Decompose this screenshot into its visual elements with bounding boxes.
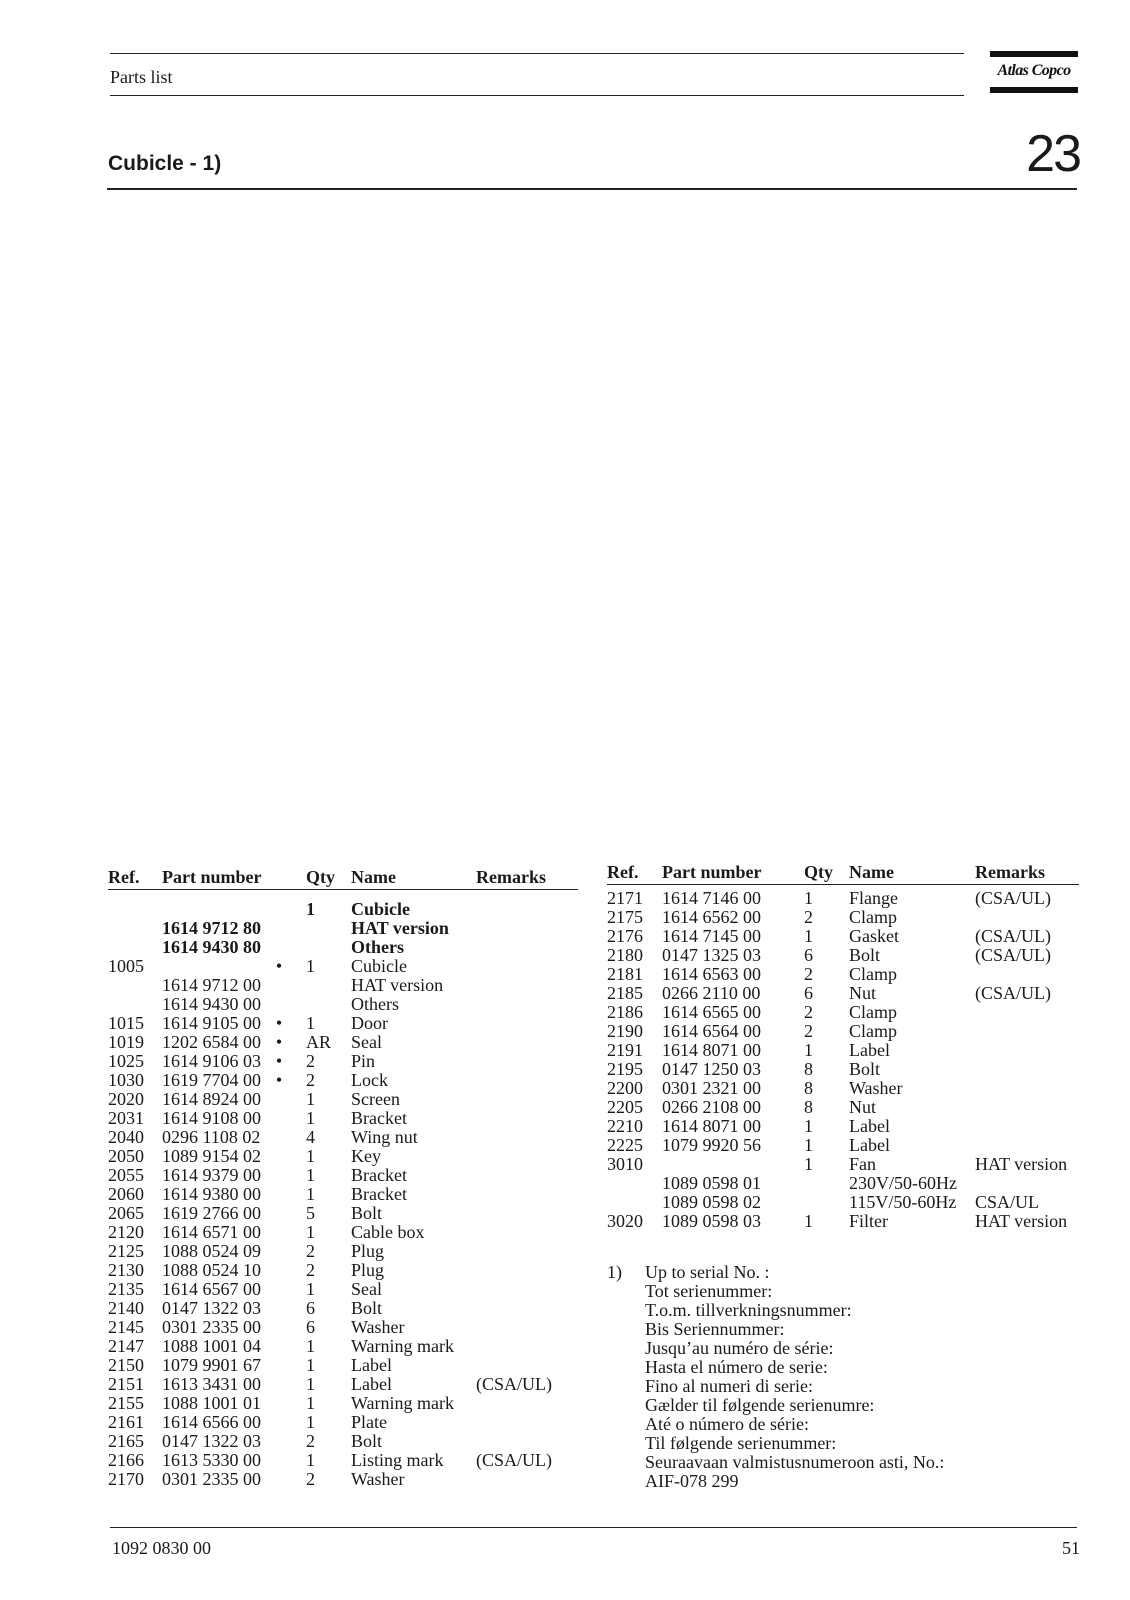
- table-row: [607, 1079, 1079, 1098]
- col-header-remarks: Remarks: [476, 867, 546, 887]
- cell-part-number: 1614 9380 00: [162, 1184, 261, 1204]
- table-row: [607, 946, 1079, 965]
- table-row: [607, 1174, 1079, 1193]
- cell-part-number: 1202 6584 00: [162, 1032, 261, 1052]
- cell-part-number: 1614 9108 00: [162, 1108, 261, 1128]
- cell-name: Filter: [849, 1211, 888, 1231]
- table-row: [108, 1033, 578, 1052]
- footnote-mark: 1): [607, 1262, 622, 1282]
- cell-name: Cable box: [351, 1222, 425, 1242]
- cell-name: HAT version: [351, 975, 444, 995]
- cell-qty: 8: [804, 1059, 813, 1079]
- cell-name: Bolt: [351, 1431, 383, 1451]
- cell-ref: 2125: [108, 1241, 144, 1261]
- table-header: [108, 868, 578, 890]
- footnote-line: Bis Seriennummer:: [645, 1319, 785, 1339]
- table-row: [108, 957, 578, 976]
- cell-name: Bolt: [351, 1298, 383, 1318]
- col-header-remarks: Remarks: [975, 862, 1045, 882]
- table-row: [607, 1060, 1079, 1079]
- cell-part-number: 1089 9154 02: [162, 1146, 261, 1166]
- cell-name: Bolt: [849, 945, 881, 965]
- cell-part-number: 1614 6565 00: [662, 1002, 761, 1022]
- table-row: [108, 1223, 578, 1242]
- cell-ref: 2195: [607, 1059, 643, 1079]
- cell-name: Warning mark: [351, 1336, 455, 1356]
- cell-name: Key: [351, 1146, 381, 1166]
- table-row: [607, 1155, 1079, 1174]
- cell-name: Nut: [849, 983, 876, 1003]
- cell-name: Plate: [351, 1412, 387, 1432]
- cell-ref: 2055: [108, 1165, 144, 1185]
- footer-page-number: 51: [1062, 1538, 1080, 1558]
- cell-name: Clamp: [849, 1021, 897, 1041]
- table-row: [108, 1109, 578, 1128]
- cell-qty: 5: [306, 1203, 315, 1223]
- cell-ref: 2170: [108, 1469, 144, 1489]
- table-row: [108, 1071, 578, 1090]
- table-row: [607, 965, 1079, 984]
- cell-part-number: 1614 6567 00: [162, 1279, 261, 1299]
- table-row: [108, 1128, 578, 1147]
- cell-qty: 6: [306, 1317, 315, 1337]
- cell-part-number: 1613 5330 00: [162, 1450, 261, 1470]
- cell-qty: 1: [804, 1211, 813, 1231]
- footer-doc-number: 1092 0830 00: [112, 1538, 211, 1558]
- cell-name: Label: [849, 1116, 890, 1136]
- cell-ref: 2065: [108, 1203, 144, 1223]
- cell-qty: 1: [306, 1336, 315, 1356]
- cell-remarks: (CSA/UL): [975, 888, 1051, 908]
- cell-name: 115V/50-60Hz: [849, 1192, 957, 1212]
- cell-part-number: 0147 1322 03: [162, 1298, 261, 1318]
- cell-name: Screen: [351, 1089, 400, 1109]
- cell-name: Wing nut: [351, 1127, 418, 1147]
- cell-name: Bracket: [351, 1165, 407, 1185]
- cell-part-number: 1614 8071 00: [662, 1040, 761, 1060]
- cell-ref: 2200: [607, 1078, 643, 1098]
- cell-part-number: 1614 9712 00: [162, 975, 261, 995]
- table-row: [108, 1318, 578, 1337]
- cell-qty: 8: [804, 1097, 813, 1117]
- header-bottom-rule: [110, 95, 964, 96]
- cell-part-number: 1614 9379 00: [162, 1165, 261, 1185]
- cell-ref: 2225: [607, 1135, 643, 1155]
- table-row: [607, 1136, 1079, 1155]
- brand-logo: [990, 51, 1078, 93]
- cell-part-number: 1614 8071 00: [662, 1116, 761, 1136]
- cell-part-number: 1619 2766 00: [162, 1203, 261, 1223]
- cell-part-number: 1614 7145 00: [662, 926, 761, 946]
- col-header-ref: Ref.: [108, 867, 140, 887]
- cell-part-number: 1614 7146 00: [662, 888, 761, 908]
- cell-name: Bracket: [351, 1108, 407, 1128]
- cell-name: Plug: [351, 1241, 385, 1261]
- cell-qty: 2: [306, 1051, 315, 1071]
- cell-qty: 2: [306, 1070, 315, 1090]
- cell-part-number: 1614 6562 00: [662, 907, 761, 927]
- cell-qty: 1: [306, 1450, 315, 1470]
- cell-qty: 1: [804, 1040, 813, 1060]
- cell-ref: 2181: [607, 964, 643, 984]
- cell-qty: 1: [306, 1222, 315, 1242]
- cell-name: Cubicle: [351, 899, 411, 919]
- parts-table-left: [108, 867, 578, 1489]
- logo-wordmark: Atlas Copco: [997, 62, 1071, 79]
- cell-name: Seal: [351, 1032, 382, 1052]
- cell-name: Others: [351, 994, 399, 1014]
- table-row: [108, 1261, 578, 1280]
- cell-spare-marker: •: [275, 956, 283, 976]
- table-row: [108, 1470, 578, 1489]
- cell-ref: 1025: [108, 1051, 144, 1071]
- cell-qty: 1: [306, 1146, 315, 1166]
- footnote-line: Fino al numeri di serie:: [645, 1376, 813, 1396]
- cell-qty: 4: [306, 1127, 315, 1147]
- cell-qty: 1: [306, 1374, 315, 1394]
- cell-qty: 1: [804, 1154, 813, 1174]
- table-body: [607, 889, 1079, 1231]
- cell-qty: 1: [306, 956, 315, 976]
- table-row: [607, 889, 1079, 908]
- cell-spare-marker: •: [275, 1013, 283, 1033]
- table-row: [108, 976, 578, 995]
- table-row: [607, 984, 1079, 1003]
- cell-ref: 2175: [607, 907, 643, 927]
- cell-part-number: 1088 0524 09: [162, 1241, 261, 1261]
- table-row: [108, 1280, 578, 1299]
- col-header-name: Name: [351, 867, 396, 887]
- table-row: [108, 919, 578, 938]
- cell-ref: 2135: [108, 1279, 144, 1299]
- cell-ref: 1015: [108, 1013, 144, 1033]
- cell-name: HAT version: [351, 918, 449, 938]
- cell-spare-marker: •: [275, 1032, 283, 1052]
- header-top-rule: [110, 53, 964, 54]
- table-row: [108, 900, 578, 919]
- cell-name: Label: [351, 1355, 392, 1375]
- cell-ref: 2151: [108, 1374, 144, 1394]
- cell-qty: AR: [306, 1032, 332, 1052]
- cell-part-number: 0266 2108 00: [662, 1097, 761, 1117]
- cell-part-number: 1614 9105 00: [162, 1013, 261, 1033]
- table-row: [108, 995, 578, 1014]
- cell-ref: 2020: [108, 1089, 144, 1109]
- cell-name: Nut: [849, 1097, 876, 1117]
- cell-name: Washer: [849, 1078, 903, 1098]
- cell-ref: 2145: [108, 1317, 144, 1337]
- table-row: [108, 1394, 578, 1413]
- cell-name: Others: [351, 937, 404, 957]
- cell-ref: 3020: [607, 1211, 643, 1231]
- cell-ref: 2161: [108, 1412, 144, 1432]
- cell-part-number: 1614 9712 80: [162, 918, 261, 938]
- cell-ref: 2166: [108, 1450, 144, 1470]
- cell-qty: 2: [804, 964, 813, 984]
- table-row: [108, 1166, 578, 1185]
- table-row: [607, 1212, 1079, 1231]
- cell-part-number: 1088 1001 04: [162, 1336, 261, 1356]
- cell-ref: 2150: [108, 1355, 144, 1375]
- table-row: [108, 1432, 578, 1451]
- cell-ref: 3010: [607, 1154, 643, 1174]
- cell-qty: 8: [804, 1078, 813, 1098]
- cell-name: Bolt: [849, 1059, 881, 1079]
- cell-name: 230V/50-60Hz: [849, 1173, 957, 1193]
- cell-qty: 1: [306, 1355, 315, 1375]
- cell-part-number: 0147 1322 03: [162, 1431, 261, 1451]
- table-row: [108, 1242, 578, 1261]
- table-row: [607, 1193, 1079, 1212]
- cell-part-number: 1619 7704 00: [162, 1070, 261, 1090]
- cell-part-number: 0296 1108 02: [162, 1127, 261, 1147]
- cell-ref: 2210: [607, 1116, 643, 1136]
- cell-name: Warning mark: [351, 1393, 455, 1413]
- table-row: [108, 1413, 578, 1432]
- cell-part-number: 1088 1001 01: [162, 1393, 261, 1413]
- table-row: [607, 908, 1079, 927]
- table-row: [108, 1185, 578, 1204]
- table-row: [108, 1052, 578, 1071]
- cell-remarks: (CSA/UL): [975, 983, 1051, 1003]
- cell-qty: 2: [306, 1469, 315, 1489]
- cell-part-number: 1614 9430 80: [162, 937, 261, 957]
- footnote-line: AIF-078 299: [645, 1471, 739, 1491]
- cell-qty: 6: [804, 945, 813, 965]
- footnote-lines: [645, 1263, 944, 1491]
- cell-part-number: 1614 6564 00: [662, 1021, 761, 1041]
- cell-spare-marker: •: [275, 1051, 283, 1071]
- cell-ref: 2147: [108, 1336, 144, 1356]
- cell-name: Door: [351, 1013, 388, 1033]
- cell-name: Label: [849, 1135, 890, 1155]
- footnote-line: T.o.m. tillverkningsnummer:: [645, 1300, 852, 1320]
- cell-ref: 2165: [108, 1431, 144, 1451]
- footnote-line: Hasta el número de serie:: [645, 1357, 828, 1377]
- cell-qty: 2: [804, 907, 813, 927]
- cell-ref: 2171: [607, 888, 643, 908]
- cell-qty: 1: [804, 888, 813, 908]
- cell-spare-marker: •: [275, 1070, 283, 1090]
- cell-name: Cubicle: [351, 956, 407, 976]
- col-header-part-number: Part number: [662, 862, 762, 882]
- cell-qty: 6: [306, 1298, 315, 1318]
- cell-ref: 2060: [108, 1184, 144, 1204]
- cell-part-number: 1614 9106 03: [162, 1051, 261, 1071]
- cell-ref: 1005: [108, 956, 144, 976]
- cell-qty: 2: [804, 1021, 813, 1041]
- cell-name: Fan: [849, 1154, 876, 1174]
- footnote-line: Gælder til følgende serienumre:: [645, 1395, 875, 1415]
- cell-part-number: 1613 3431 00: [162, 1374, 261, 1394]
- cell-part-number: 1089 0598 03: [662, 1211, 761, 1231]
- cell-qty: 1: [306, 1412, 315, 1432]
- cell-qty: 2: [804, 1002, 813, 1022]
- header-label: Parts list: [110, 67, 173, 87]
- col-header-ref: Ref.: [607, 862, 639, 882]
- cell-name: Washer: [351, 1317, 405, 1337]
- cell-ref: 2191: [607, 1040, 643, 1060]
- table-header-rule: [108, 889, 578, 890]
- cell-name: Clamp: [849, 907, 897, 927]
- footnote-line: Tot serienummer:: [645, 1281, 773, 1301]
- table-row: [108, 1090, 578, 1109]
- cell-part-number: 1089 0598 01: [662, 1173, 761, 1193]
- footnote-line: Up to serial No. :: [645, 1262, 770, 1282]
- cell-ref: 1030: [108, 1070, 144, 1090]
- cell-qty: 2: [306, 1241, 315, 1261]
- cell-part-number: 1079 9920 56: [662, 1135, 761, 1155]
- table-row: [108, 938, 578, 957]
- cell-qty: 1: [306, 1184, 315, 1204]
- cell-remarks: CSA/UL: [975, 1192, 1040, 1212]
- table-header: [607, 863, 1079, 885]
- cell-part-number: 1614 6571 00: [162, 1222, 261, 1242]
- cell-part-number: 1614 6566 00: [162, 1412, 261, 1432]
- cell-ref: 2120: [108, 1222, 144, 1242]
- cell-remarks: (CSA/UL): [975, 945, 1051, 965]
- cell-name: Gasket: [849, 926, 899, 946]
- cell-name: Plug: [351, 1260, 385, 1280]
- table-row: [108, 1356, 578, 1375]
- table-row: [607, 1098, 1079, 1117]
- table-row: [607, 1003, 1079, 1022]
- col-header-qty: Qty: [804, 862, 833, 882]
- cell-name: Seal: [351, 1279, 382, 1299]
- cell-ref: 2176: [607, 926, 643, 946]
- cell-part-number: 0147 1325 03: [662, 945, 761, 965]
- footnote-line: Seuraavaan valmistusnumeroon asti, No.:: [645, 1452, 945, 1472]
- cell-name: Washer: [351, 1469, 405, 1489]
- section-rule: [107, 188, 1077, 190]
- cell-name: Pin: [351, 1051, 376, 1071]
- cell-name: Label: [849, 1040, 890, 1060]
- cell-name: Lock: [351, 1070, 388, 1090]
- cell-part-number: 1614 6563 00: [662, 964, 761, 984]
- table-row: [108, 1375, 578, 1394]
- cell-qty: 1: [804, 1116, 813, 1136]
- footnote-line: Até o número de série:: [645, 1414, 809, 1434]
- cell-name: Clamp: [849, 964, 897, 984]
- cell-qty: 1: [306, 899, 315, 919]
- cell-remarks: HAT version: [975, 1211, 1068, 1231]
- cell-part-number: 0301 2321 00: [662, 1078, 761, 1098]
- cell-part-number: 1079 9901 67: [162, 1355, 261, 1375]
- cell-qty: 6: [804, 983, 813, 1003]
- cell-ref: 2205: [607, 1097, 643, 1117]
- section-title: Cubicle - 1): [108, 152, 222, 175]
- cell-qty: 1: [804, 1135, 813, 1155]
- cell-name: Listing mark: [351, 1450, 444, 1470]
- cell-name: Clamp: [849, 1002, 897, 1022]
- cell-ref: 2050: [108, 1146, 144, 1166]
- logo-bar-top: [990, 51, 1078, 57]
- table-row: [607, 1041, 1079, 1060]
- logo-bar-bottom: [990, 87, 1078, 93]
- parts-table-right: [607, 862, 1079, 1231]
- table-header-rule: [607, 884, 1079, 885]
- col-header-part-number: Part number: [162, 867, 262, 887]
- footnote-line: Jusqu’au numéro de série:: [645, 1338, 834, 1358]
- cell-name: Bracket: [351, 1184, 407, 1204]
- cell-part-number: 0147 1250 03: [662, 1059, 761, 1079]
- cell-ref: 2186: [607, 1002, 643, 1022]
- cell-part-number: 0301 2335 00: [162, 1469, 261, 1489]
- cell-part-number: 1614 9430 00: [162, 994, 261, 1014]
- cell-ref: 2130: [108, 1260, 144, 1280]
- cell-remarks: HAT version: [975, 1154, 1068, 1174]
- table-row: [607, 1022, 1079, 1041]
- cell-part-number: 1088 0524 10: [162, 1260, 261, 1280]
- cell-qty: 2: [306, 1260, 315, 1280]
- cell-name: Label: [351, 1374, 392, 1394]
- cell-remarks: (CSA/UL): [975, 926, 1051, 946]
- table-row: [607, 927, 1079, 946]
- cell-qty: 2: [306, 1431, 315, 1451]
- cell-qty: 1: [306, 1393, 315, 1413]
- table-row: [108, 1204, 578, 1223]
- cell-remarks: (CSA/UL): [476, 1374, 552, 1394]
- table-row: [108, 1147, 578, 1166]
- cell-ref: 2190: [607, 1021, 643, 1041]
- cell-ref: 1019: [108, 1032, 144, 1052]
- footer-rule: [110, 1527, 1077, 1528]
- cell-part-number: 1089 0598 02: [662, 1192, 761, 1212]
- cell-ref: 2185: [607, 983, 643, 1003]
- cell-ref: 2040: [108, 1127, 144, 1147]
- table-row: [607, 1117, 1079, 1136]
- table-row: [108, 1337, 578, 1356]
- table-row: [108, 1014, 578, 1033]
- col-header-qty: Qty: [306, 867, 335, 887]
- cell-name: Bolt: [351, 1203, 383, 1223]
- cell-qty: 1: [306, 1108, 315, 1128]
- cell-part-number: 1614 8924 00: [162, 1089, 261, 1109]
- cell-qty: 1: [306, 1279, 315, 1299]
- table-body: [108, 900, 578, 1489]
- cell-ref: 2140: [108, 1298, 144, 1318]
- table-row: [108, 1451, 578, 1470]
- cell-qty: 1: [306, 1165, 315, 1185]
- cell-ref: 2180: [607, 945, 643, 965]
- cell-ref: 2155: [108, 1393, 144, 1413]
- cell-remarks: (CSA/UL): [476, 1450, 552, 1470]
- cell-name: Flange: [849, 888, 898, 908]
- table-row: [108, 1299, 578, 1318]
- cell-qty: 1: [306, 1013, 315, 1033]
- cell-part-number: 0266 2110 00: [662, 983, 761, 1003]
- cell-part-number: 0301 2335 00: [162, 1317, 261, 1337]
- cell-qty: 1: [306, 1089, 315, 1109]
- cell-qty: 1: [804, 926, 813, 946]
- footnote-line: Til følgende serienummer:: [645, 1433, 837, 1453]
- section-number: 23: [1026, 125, 1080, 183]
- cell-ref: 2031: [108, 1108, 144, 1128]
- col-header-name: Name: [849, 862, 894, 882]
